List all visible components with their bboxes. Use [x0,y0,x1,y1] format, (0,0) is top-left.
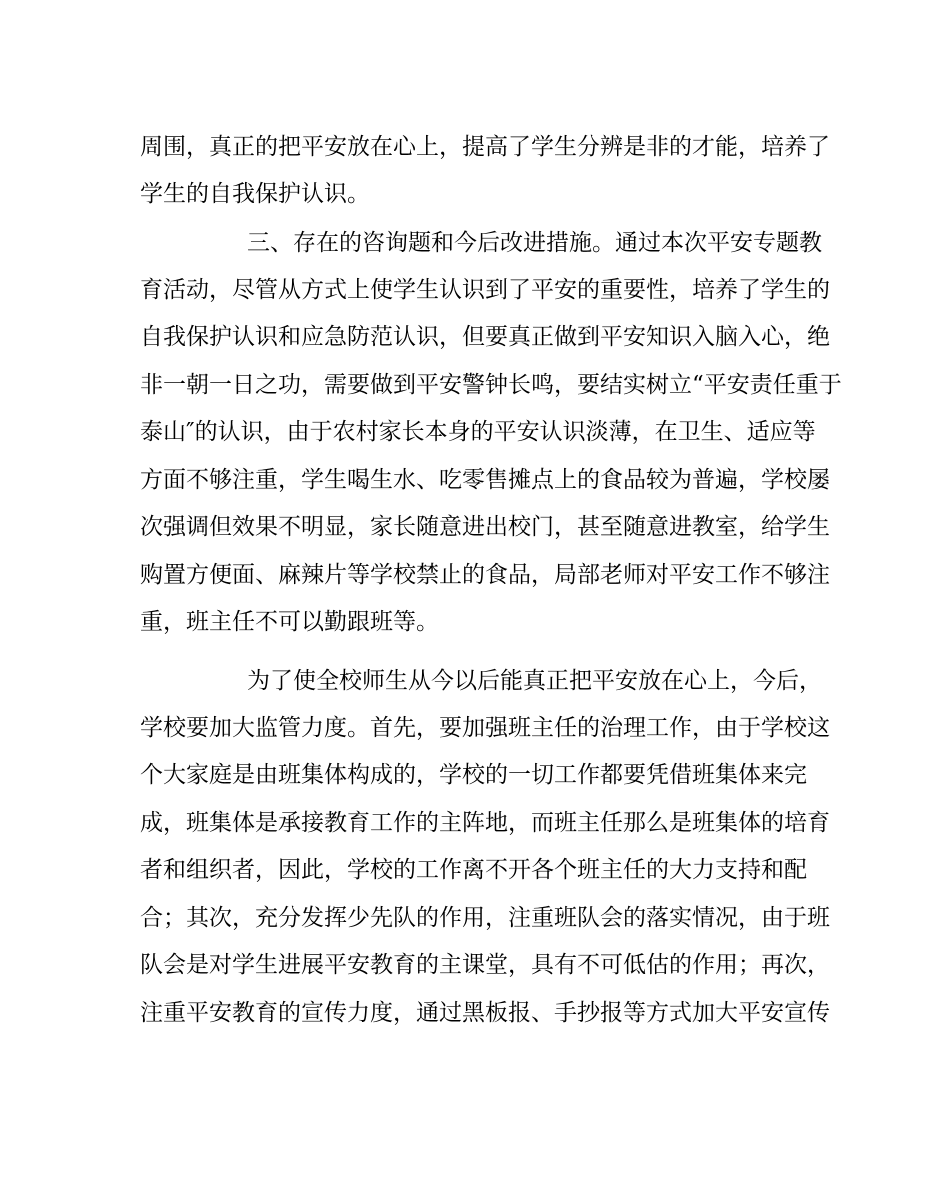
text-line: 成，班集体是承接教育工作的主阵地，而班主任那么是班集体的培育 [140,810,830,836]
text-line: 队会是对学生进展平安教育的主课堂，具有不可低估的作用；再次， [140,952,830,978]
text-line: 者和组织者，因此，学校的工作离不开各个班主任的大力支持和配 [140,857,807,883]
text-line: 方面不够注重，学生喝生水、吃零售摊点上的食品较为普遍，学校屡 [140,467,830,493]
text-line: 育活动，尽管从方式上使学生认识到了平安的重要性，培养了学生的 [140,277,830,303]
text-line: 周围，真正的把平安放在心上，提高了学生分辨是非的才能，培养了 [140,134,830,160]
text-line: 合；其次，充分发挥少先队的作用，注重班队会的落实情况，由于班 [140,905,830,931]
text-line: 自我保护认识和应急防范认识，但要真正做到平安知识入脑入心，绝 [140,324,830,350]
text-line: 注重平安教育的宣传力度，通过黑板报、手抄报等方式加大平安宣传 [140,1000,830,1026]
text-line: 三、存在的咨询题和今后改进措施。通过本次平安专题教 [247,230,822,256]
text-line: 学生的自我保护认识。 [140,181,370,207]
text-line: 非一朝一日之功，需要做到平安警钟长鸣，要结实树立“平安责任重于 [140,372,842,398]
text-line: 重，班主任不可以勤跟班等。 [140,609,439,635]
text-line: 为了使全校师生从今以后能真正把平安放在心上，今后， [247,668,822,694]
text-line: 个大家庭是由班集体构成的，学校的一切工作都要凭借班集体来完 [140,762,807,788]
text-line: 次强调但效果不明显，家长随意进出校门，甚至随意进教室，给学生 [140,514,830,540]
text-line: 泰山″的认识，由于农村家长本身的平安认识淡薄，在卫生、适应等 [140,419,816,445]
text-line: 学校要加大监管力度。首先，要加强班主任的治理工作，由于学校这 [140,715,830,741]
text-line: 购置方便面、麻辣片等学校禁止的食品，局部老师对平安工作不够注 [140,562,830,588]
